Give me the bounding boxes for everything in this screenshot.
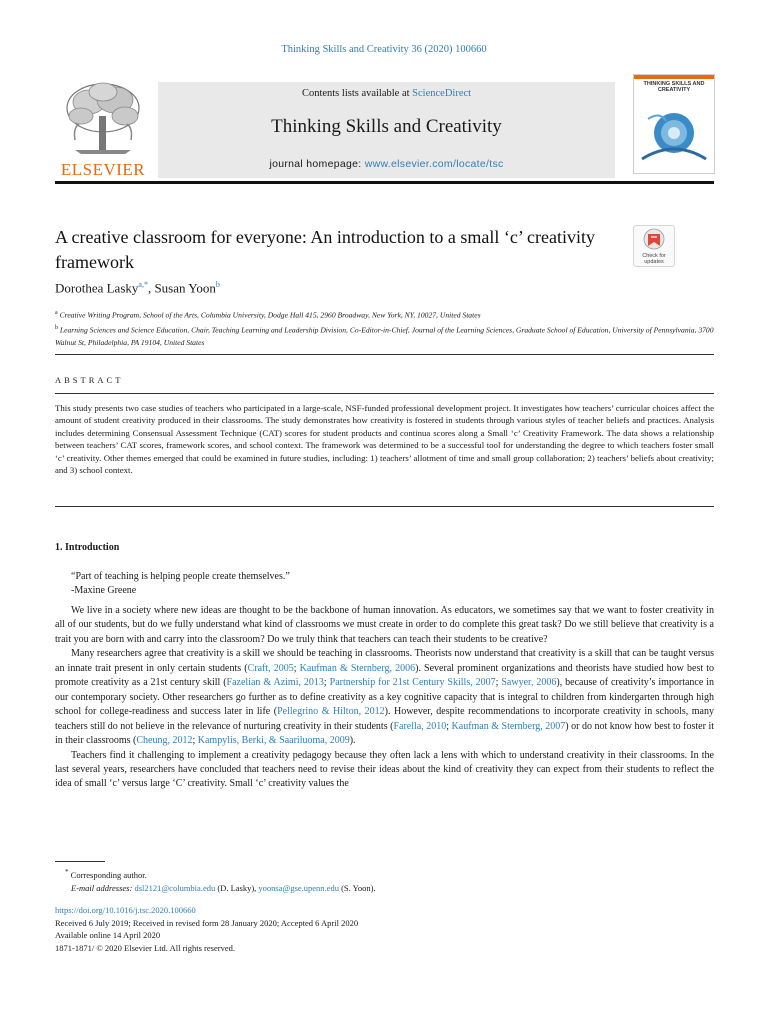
abstract-heading: ABSTRACT	[55, 375, 124, 385]
sciencedirect-link[interactable]: ScienceDirect	[412, 88, 472, 99]
citation-link[interactable]: Partnership for 21st Century Skills, 2007	[329, 677, 496, 689]
citation-link[interactable]: Cheung, 2012	[136, 735, 193, 747]
contents-prefix: Contents lists available at	[301, 88, 413, 99]
citation-link[interactable]: Fazelian & Azimi, 2013	[226, 677, 324, 689]
author-list: Dorothea Lasky$^{a,*}$, Susan Yoon$^b$	[55, 280, 220, 296]
header-rule	[55, 181, 714, 184]
journal-title[interactable]: Thinking Skills and Creativity	[271, 116, 502, 137]
citation-link[interactable]: Kampylis, Berki, & Saariluoma, 2009	[197, 735, 350, 747]
affiliation-item	[55, 322, 715, 350]
masthead	[55, 74, 714, 178]
affiliation-text: Learning Sciences and Science Education, Chair, Teaching Learning and Leadership Division, Co-Editor-in-Chief, Journal of the Learning Sciences, Graduate School of Education, University of Pennsylvania, 3700 Walnut St, Philadelphia, PA 19104, United States	[55, 325, 714, 348]
copyright: 1871-1871/ © 2020 Elsevier Ltd. All rights reserved.	[55, 942, 235, 953]
cover-title: THINKING SKILLS AND CREATIVITY	[643, 81, 705, 93]
email-label: E-mail addresses:	[71, 883, 133, 894]
article-title: A creative classroom for everyone: An introduction to a small ‘c’ creativity framework	[55, 227, 595, 272]
contents-line	[158, 88, 615, 99]
journal-citation[interactable]: Thinking Skills and Creativity 36 (2020) 100660	[281, 44, 487, 55]
citation-link[interactable]: Sawyer, 2006	[501, 677, 557, 689]
introduction-body	[55, 604, 714, 792]
paragraph: Teachers find it challenging to implement a creativity pedagogy because they often lack a lens with which to understand creativity in their classrooms. In the last several years, researchers have concluded that teachers need to revise their ideas about the kind of creativity they can expect from their students to reflect the idea of small ‘c’ versus large ‘C’ creativity. Small ‘c’ creativity values the	[55, 749, 714, 790]
citation-link[interactable]: Pellegrino & Hilton, 2012	[277, 706, 385, 718]
paragraph-text: ;	[495, 677, 502, 689]
doi-link[interactable]: https://doi.org/10.1016/j.tsc.2020.100660	[55, 905, 196, 915]
paragraph: We live in a society where new ideas are thought to be the backbone of human innovation. As educators, we sometimes say that we want to foster creativity in all of our students, but do we fully understand what kind of classrooms we must create in order to do complete this great task? Do we still believe that creativity is a trait you are born with and carry into the classroom? Do we truly think that teachers can teach their students to be creative?	[55, 605, 714, 645]
citation-link[interactable]: Craft, 2005	[247, 662, 294, 674]
email-addresses	[55, 882, 376, 896]
homepage-line	[158, 158, 615, 170]
publisher-logo-text: ELSEVIER	[60, 160, 146, 179]
crossmark-icon	[634, 226, 674, 252]
homepage-link[interactable]: www.elsevier.com/locate/tsc	[364, 158, 504, 170]
divider	[55, 354, 714, 355]
publication-info	[55, 904, 358, 954]
check-for-updates-badge[interactable]	[633, 225, 675, 267]
epigraph	[71, 570, 290, 598]
received-dates: Received 6 July 2019; Received in revised form 28 January 2020; Accepted 6 April 2020	[55, 917, 359, 928]
citation-link[interactable]: Kaufman & Sternberg, 2006	[299, 662, 416, 674]
citation-link[interactable]: Kaufman & Sternberg, 2007	[451, 720, 566, 732]
online-date: Available online 14 April 2020	[55, 930, 161, 940]
paragraph-text: Many researchers agree that creativity is a skill we should be teaching in classrooms. Theorists now understand that creativity is a skill that can be taught versus an innate trait present in only certain students (	[55, 648, 714, 674]
paragraph-text: ;	[446, 720, 452, 732]
email-link[interactable]: yoonsa@gse.upenn.edu	[258, 883, 339, 894]
paragraph-text: ).	[349, 735, 356, 747]
affiliations	[55, 307, 715, 350]
paragraph-text: ). However, despite recommendations to incorporate creativity in schools, many teachers still do not believe in the relevance of nurturing creativity in their students (	[55, 706, 714, 732]
paragraph-text: ). Several prominent organizations and theorists have studied how best to promote creativity as a 21st century skill (	[55, 662, 714, 689]
affiliation-marker: b	[55, 325, 58, 332]
email-link[interactable]: dsl2121@columbia.edu	[134, 883, 216, 894]
corresponding-label: Corresponding author.	[70, 869, 147, 880]
epigraph-author: -Maxine Greene	[71, 585, 137, 596]
paragraph-text: ;	[323, 677, 330, 689]
divider	[55, 393, 714, 394]
author-affiliation-marker[interactable]: a,*	[138, 280, 148, 289]
affiliation-text: Creative Writing Program, School of the Arts, Columbia University, Dodge Hall 415, 2960 Broadway, New York, NY, 10027, United States	[59, 310, 481, 320]
paragraph	[55, 647, 714, 748]
footnote-marker: *	[65, 868, 69, 876]
tree-icon	[55, 78, 151, 158]
footnotes	[55, 866, 376, 896]
abstract-text: This study presents two case studies of teachers who participated in a large-scale, NSF-funded professional development project. It investigates how teachers’ curricular choices affect the amount of student creativity produced in their classrooms. The study demonstrates how creativity is fostered in students through various styles of teacher beliefs and practices. Analysis includes determining Consensual Assessment Technique (CAT) scores for student products and continua scores along a Small ‘c’ Creativity Framework. The data shows a relationship between teachers’ CAT scores, framework scores, and school context. The framework was determined to be a successful tool for understanding the degree to which teachers foster small ‘c’ creativity. Other themes emerged that could be examined in future studies, including: 1) teachers’ allotment of time and small group collaboration; 2) teachers’ beliefs about creativity; and 3) school context.	[55, 403, 714, 476]
journal-header-box	[158, 82, 615, 178]
affiliation-marker: a	[55, 310, 58, 316]
journal-cover-image[interactable]	[633, 74, 715, 174]
author-name[interactable]: Susan Yoon	[154, 280, 216, 296]
homepage-prefix: journal homepage:	[269, 158, 365, 170]
check-for-updates-label: Check for updates	[642, 253, 666, 265]
author-name[interactable]: Dorothea Lasky	[55, 280, 139, 296]
paragraph-text: ;	[293, 662, 300, 674]
paragraph-text: ), because of creativity’s importance in our contemporary society. Other researchers go further as to define creativity as a key cognitive capacity that is integral to children from kindergarten through high school for college-readiness and success later in life (	[55, 677, 715, 718]
footnote-rule	[55, 861, 105, 862]
author-affiliation-marker[interactable]: b	[215, 280, 220, 289]
citation-link[interactable]: Farella, 2010	[393, 720, 447, 732]
email-owner: (D. Lasky),	[217, 883, 257, 894]
corresponding-author-note	[55, 866, 376, 882]
affiliation-item	[55, 307, 715, 322]
paragraph-text: ) or do not know how best to foster it in their classrooms (	[55, 720, 714, 747]
elsevier-tree-logo	[55, 78, 151, 178]
divider	[55, 506, 714, 507]
section-heading: 1. Introduction	[55, 542, 120, 553]
paragraph-text: ;	[192, 735, 198, 747]
epigraph-quote: “Part of teaching is helping people create themselves.”	[71, 571, 290, 582]
email-owner: (S. Yoon).	[341, 883, 376, 894]
